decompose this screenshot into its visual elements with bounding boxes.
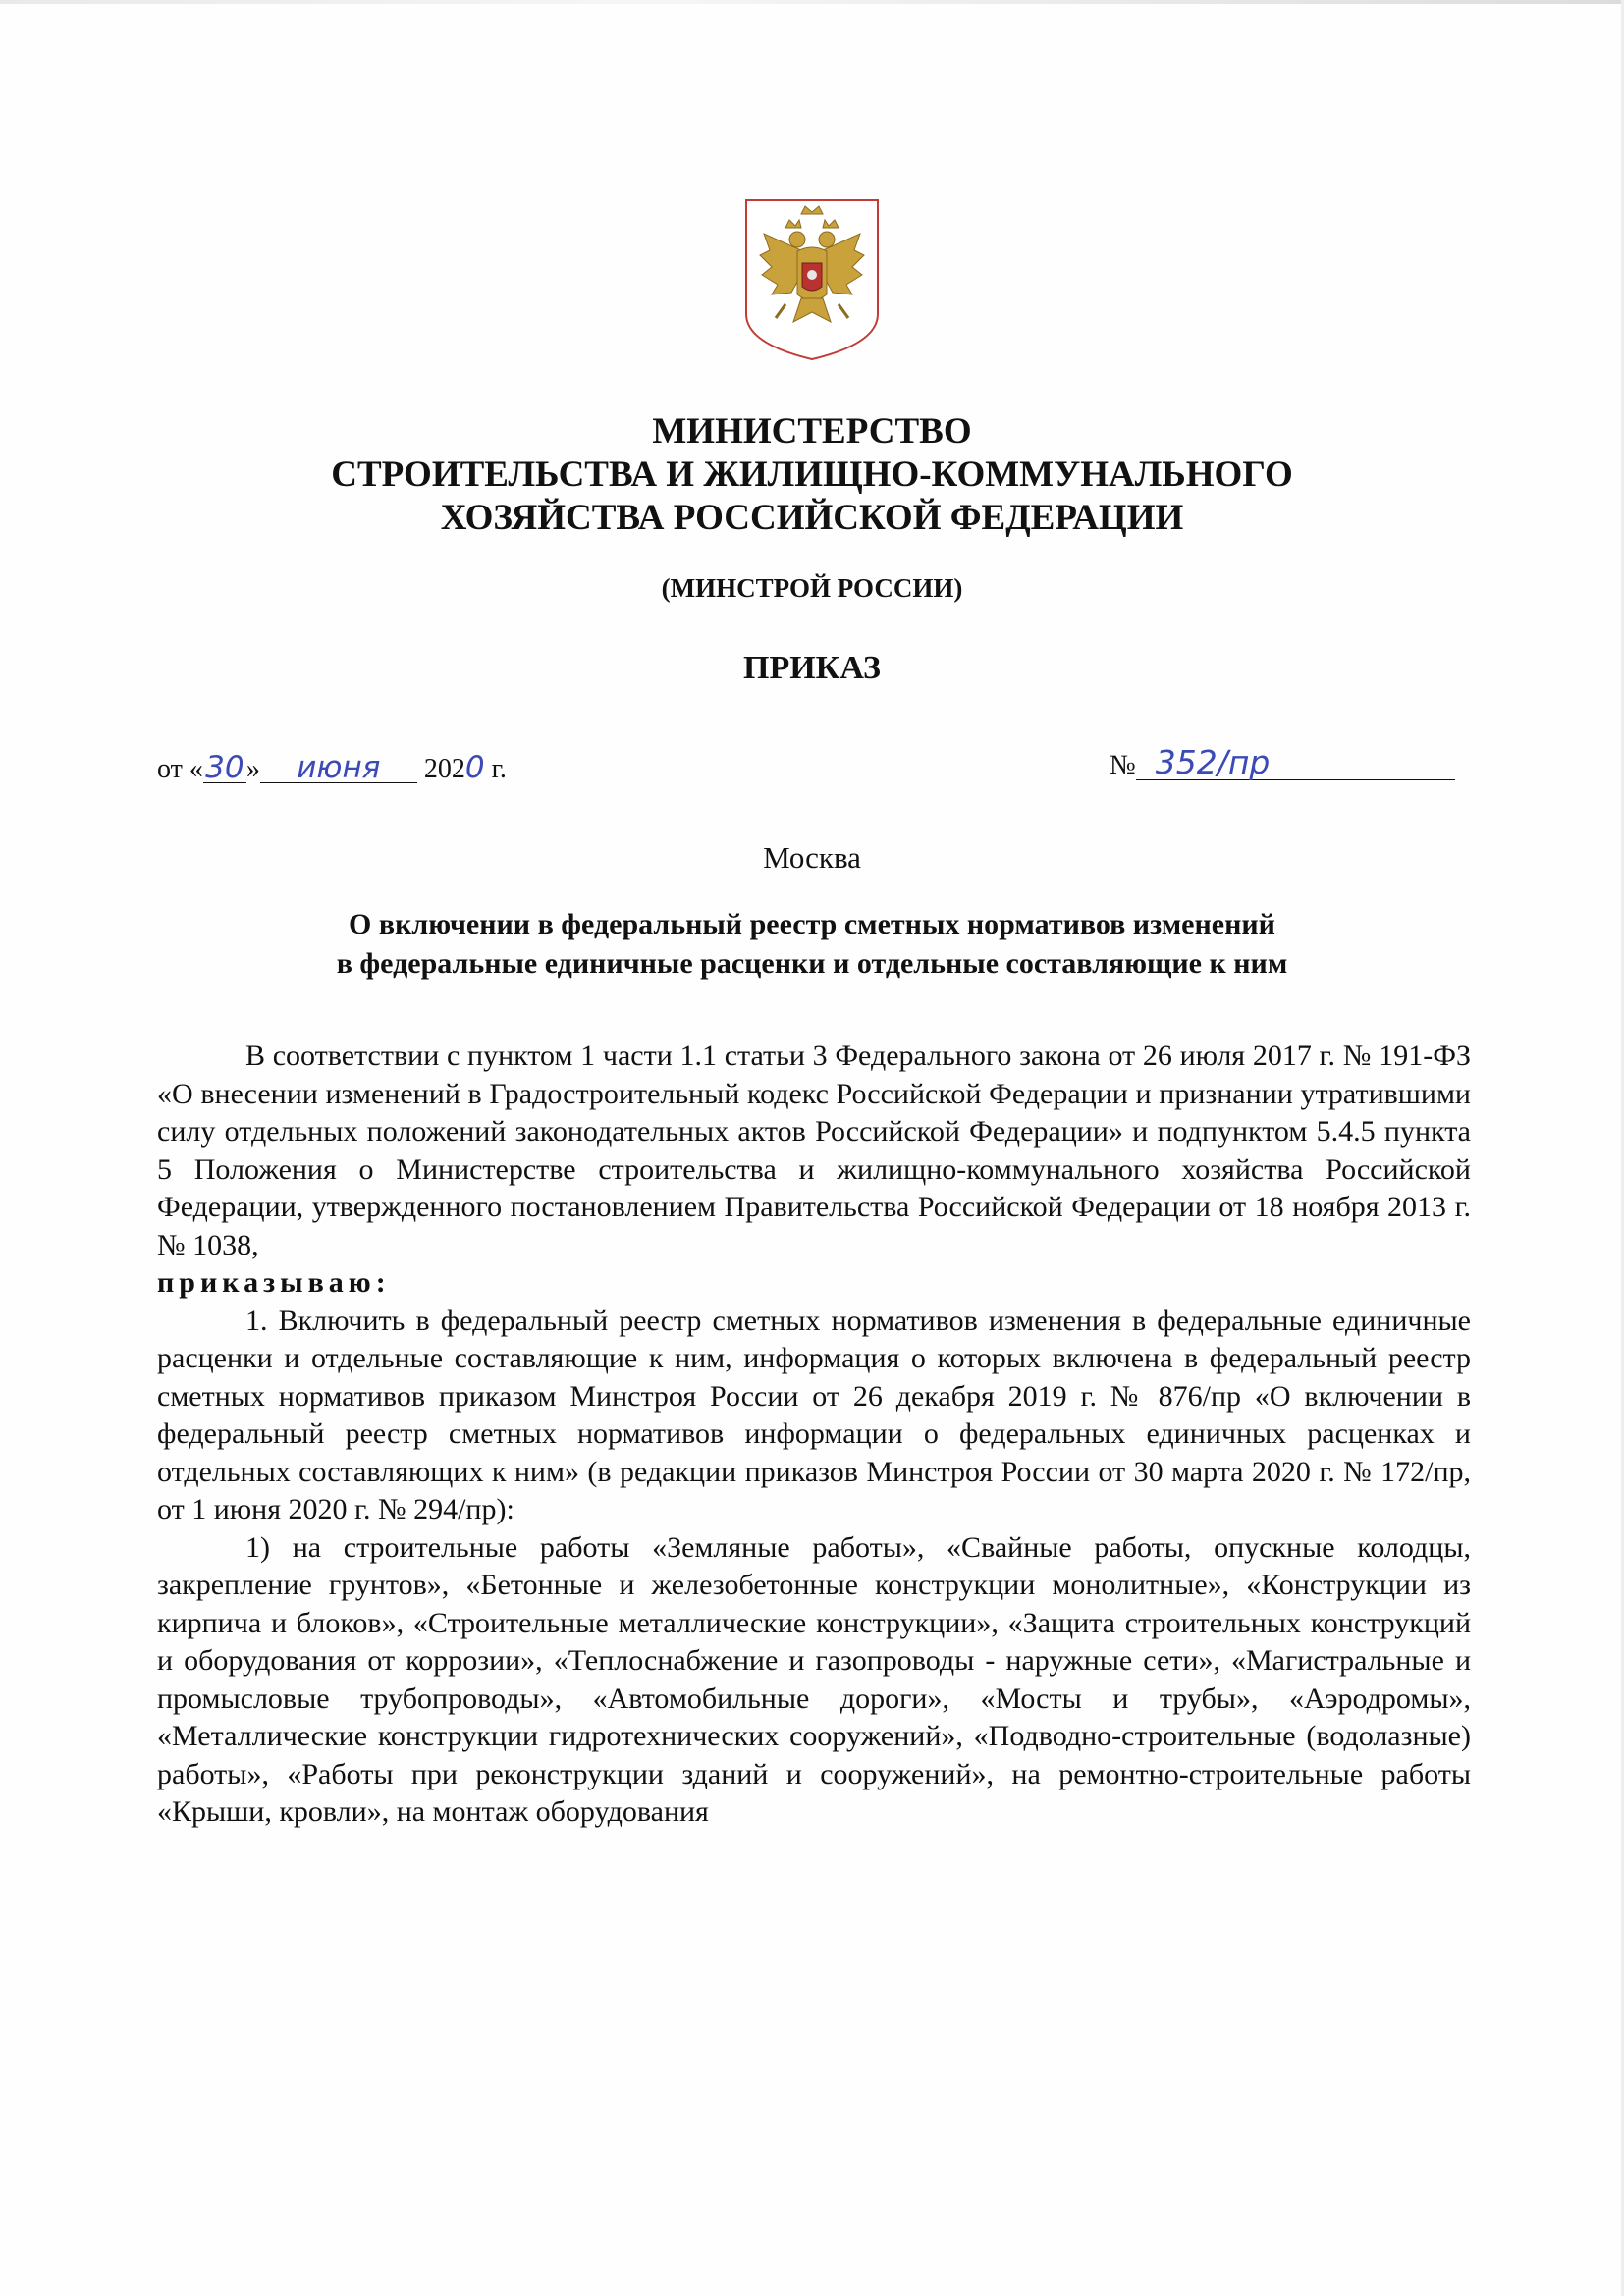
date-suffix: г. [484, 754, 507, 784]
ministry-title [0, 410, 1624, 540]
order-date [157, 750, 569, 789]
document-type: ПРИКАЗ [743, 650, 881, 686]
date-year-prefix: 202 [423, 754, 465, 784]
scan-top-edge [0, 0, 1624, 4]
order-directive: приказываю: [157, 1266, 391, 1299]
preamble-paragraph: В соответствии с пунктом 1 части 1.1 статьи 3 Федерального закона от 26 июля 2017 г. № 191-ФЗ «О внесении изменений в Градостроительный кодекс Российской Федерации и признании утратившими силу отдельных положений законодательных актов Российской Федерации» и подпунктом 5.4.5 пункта 5 Положения о Министерстве строительства и жилищно-коммунального хозяйства Российской Федерации, утвержденного постановлением Правительства Российской Федерации от 18 ноября 2013 г. № 1038, [157, 1040, 1471, 1261]
date-prefix: от « [157, 754, 203, 784]
ministry-title-line-1: МИНИСТЕРСТВО [652, 411, 972, 452]
order-subject [0, 905, 1624, 984]
date-quote-close: » [245, 754, 260, 784]
subject-line-1: О включении в федеральный реестр сметных нормативов изменений [349, 908, 1275, 940]
date-month: июня [260, 753, 417, 783]
item-1-paragraph: 1. Включить в федеральный реестр сметных нормативов изменения в федеральные единичные расценки и отдельные составляющие к ним, информация о которых включена в федеральный реестр сметных нормативов приказом Минстроя России от 26 декабря 2019 г. № 876/пр «О включении в федеральный реестр сметных нормативов информации о федеральных единичных расценках и отдельных составляющих к ним» (в редакции приказов Минстроя России от 30 марта 2020 г. № 172/пр, от 1 июня 2020 г. № 294/пр): [157, 1304, 1471, 1525]
order-number [1110, 743, 1473, 789]
ministry-title-line-3: ХОЗЯЙСТВА РОССИЙСКОЙ ФЕДЕРАЦИИ [440, 498, 1184, 538]
ministry-title-line-2: СТРОИТЕЛЬСТВА И ЖИЛИЩНО-КОММУНАЛЬНОГО [331, 454, 1293, 495]
number-label: № [1110, 750, 1136, 780]
subject-line-2: в федеральные единичные расценки и отдельные составляющие к ним [336, 947, 1288, 980]
date-year-digit: 0 [464, 750, 485, 785]
order-body [157, 1038, 1471, 1832]
date-day: 30 [203, 753, 246, 783]
number-value: 352/пр [1136, 746, 1455, 780]
ministry-short-name: (МИНСТРОЙ РОССИИ) [661, 573, 963, 603]
coat-of-arms-icon [742, 196, 882, 363]
city: Москва [763, 840, 861, 875]
item-1-1-paragraph: 1) на строительные работы «Земляные работы», «Свайные работы, опускные колодцы, закрепление грунтов», «Бетонные и железобетонные конструкции монолитные», «Конструкции из кирпича и блоков», «Строительные металлические конструкции», «Защита строительных конструкций и оборудования от коррозии», «Теплоснабжение и газопроводы - наружные сети», «Магистральные и промысловые трубопроводы», «Автомобильные дороги», «Мосты и трубы», «Аэродромы», «Металлические конструкции гидротехнических сооружений», «Подводно-строительные (водолазные) работы», «Работы при реконструкции зданий и сооружений», на ремонтно-строительные работы «Крыши, кровли», на монтаж оборудования [157, 1530, 1471, 1828]
